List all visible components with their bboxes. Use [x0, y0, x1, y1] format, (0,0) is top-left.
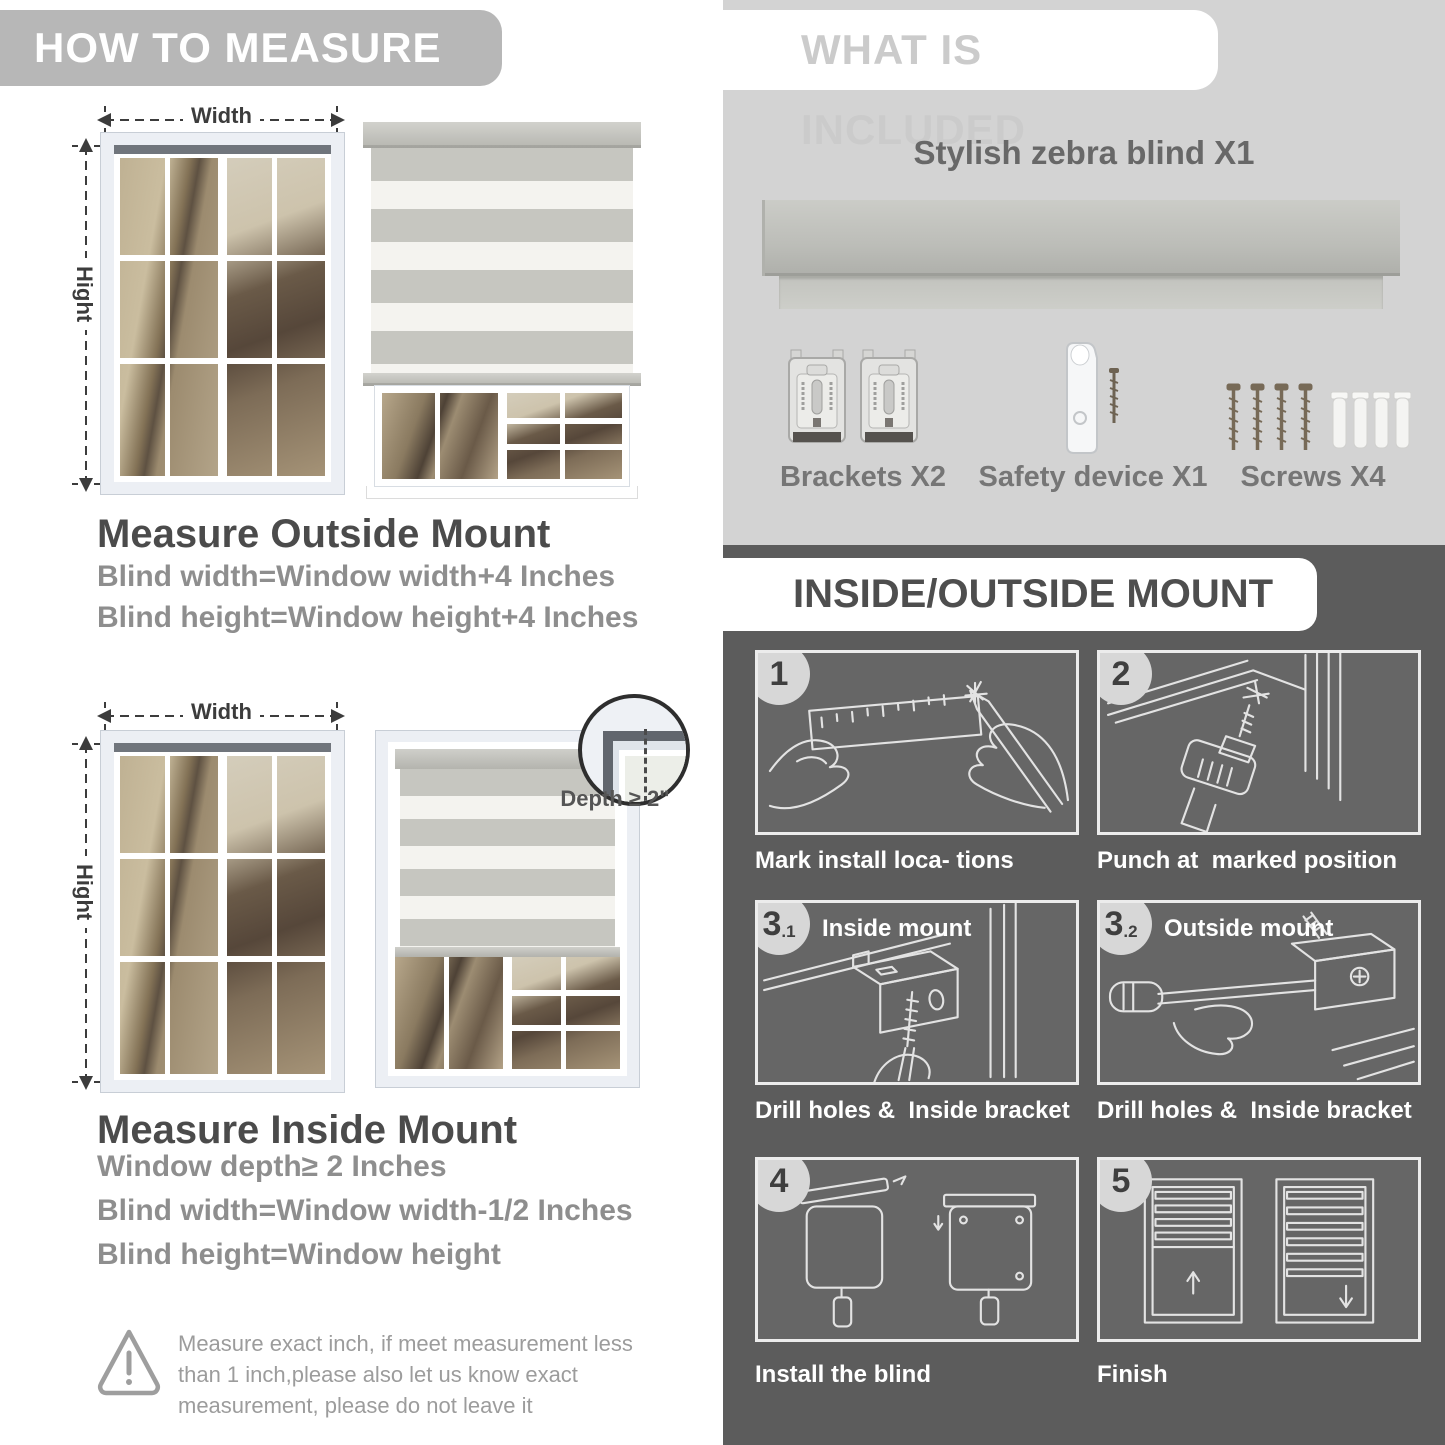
window-mullion [503, 957, 512, 1069]
step-badge-3-1: 3 .1 [755, 900, 810, 955]
product-title: Stylish zebra blind X1 [913, 134, 1255, 171]
depth-label: Depth ≥ 2" [560, 786, 670, 811]
blind-bottomrail [363, 373, 641, 386]
step-label-outside-mount: Outside mount [1164, 915, 1334, 942]
measure-outside-mount-title: Measure Outside Mount [97, 512, 551, 556]
window-sash-left [120, 158, 218, 476]
step-panel-2 [1097, 650, 1421, 835]
window-sash-left [382, 393, 498, 479]
window-mullion [498, 393, 507, 479]
height-dimension-label: Hight [71, 258, 97, 330]
window-sash-right [507, 393, 623, 479]
step-panel-1 [755, 650, 1079, 835]
how-to-measure-header: HOW TO MEASURE [0, 10, 502, 86]
step-caption-3-1: Drill holes & Inside bracket [755, 1097, 1070, 1124]
item-label-brackets: Brackets X2 [779, 461, 947, 493]
step-caption-1: Mark install loca- tions [755, 847, 1014, 874]
item-label-safety-device: Safety device X1 [978, 461, 1208, 493]
outside-formula-height: Blind height=Window height+4 Inches [97, 601, 639, 634]
height-dimension-label: Hight [71, 856, 97, 928]
step-panel-4 [755, 1157, 1079, 1342]
step-badge-4: 4 [755, 1157, 810, 1212]
outside-formula-width: Blind width=Window width+4 Inches [97, 560, 616, 593]
what-is-included-header: WHAT IS INCLUDED [723, 10, 1218, 90]
bracket-icon [785, 344, 849, 458]
step-badge-2: 2 [1097, 650, 1152, 705]
width-dimension-label: Width [183, 699, 260, 725]
inside-outside-mount-section [723, 545, 1445, 1445]
step-label-inside-mount: Inside mount [822, 915, 972, 942]
step-panel-3-1 [755, 900, 1079, 1085]
blind-headrail [363, 122, 641, 148]
step-caption-4: Install the blind [755, 1361, 932, 1388]
width-dimension-label: Width [183, 103, 260, 129]
window-illustration-inside [100, 730, 345, 1093]
window-mullion [218, 756, 227, 1074]
zebra-blind-illustration-outside [363, 122, 641, 502]
headrail-lip [779, 276, 1383, 309]
safety-device-icon [1059, 338, 1129, 460]
window-sash-right [227, 756, 325, 1074]
step-panel-3-2 [1097, 900, 1421, 1085]
step-badge-1: 1 [755, 650, 810, 705]
window-sash-left [120, 756, 218, 1074]
window-sash-right [512, 957, 620, 1069]
window-sash-right [227, 158, 325, 476]
inside-formula-depth: Window depth≥ 2 Inches [97, 1150, 447, 1183]
blind-bottomrail [395, 947, 620, 957]
step-caption-5: Finish [1097, 1361, 1168, 1388]
inside-outside-mount-header: INSIDE/OUTSIDE MOUNT [723, 558, 1317, 631]
warning-text: Measure exact inch, if meet measurement less than 1 inch,please also let us know exact measurement, please do not leave it [178, 1331, 633, 1418]
window-sash-left [395, 957, 503, 1069]
step-panel-5 [1097, 1157, 1421, 1342]
item-label-screws: Screws X4 [1240, 461, 1386, 493]
measure-inside-mount-title: Measure Inside Mount [97, 1108, 518, 1152]
step-caption-3-2: Drill holes & Inside bracket [1097, 1097, 1412, 1124]
step-badge-5: 5 [1097, 1157, 1152, 1212]
blind-stripes [371, 148, 633, 373]
headrail-illustration [762, 200, 1400, 276]
step-caption-2: Punch at marked position [1097, 847, 1398, 874]
warning-triangle-icon [96, 1326, 162, 1398]
inside-formula-height: Blind height=Window height [97, 1238, 501, 1271]
window-roller-strip [114, 743, 331, 752]
bracket-icon [857, 344, 921, 458]
window-mullion [218, 158, 227, 476]
window-below-blind [395, 957, 620, 1069]
window-sill [366, 486, 638, 499]
window-illustration-outside [100, 132, 345, 495]
screws-anchors-icon [1221, 380, 1411, 460]
inside-formula-width: Blind width=Window width-1/2 Inches [97, 1194, 633, 1227]
window-roller-strip [114, 145, 331, 154]
what-is-included-section [723, 0, 1445, 545]
window-below-blind [375, 386, 629, 486]
step-badge-3-2: 3 .2 [1097, 900, 1152, 955]
